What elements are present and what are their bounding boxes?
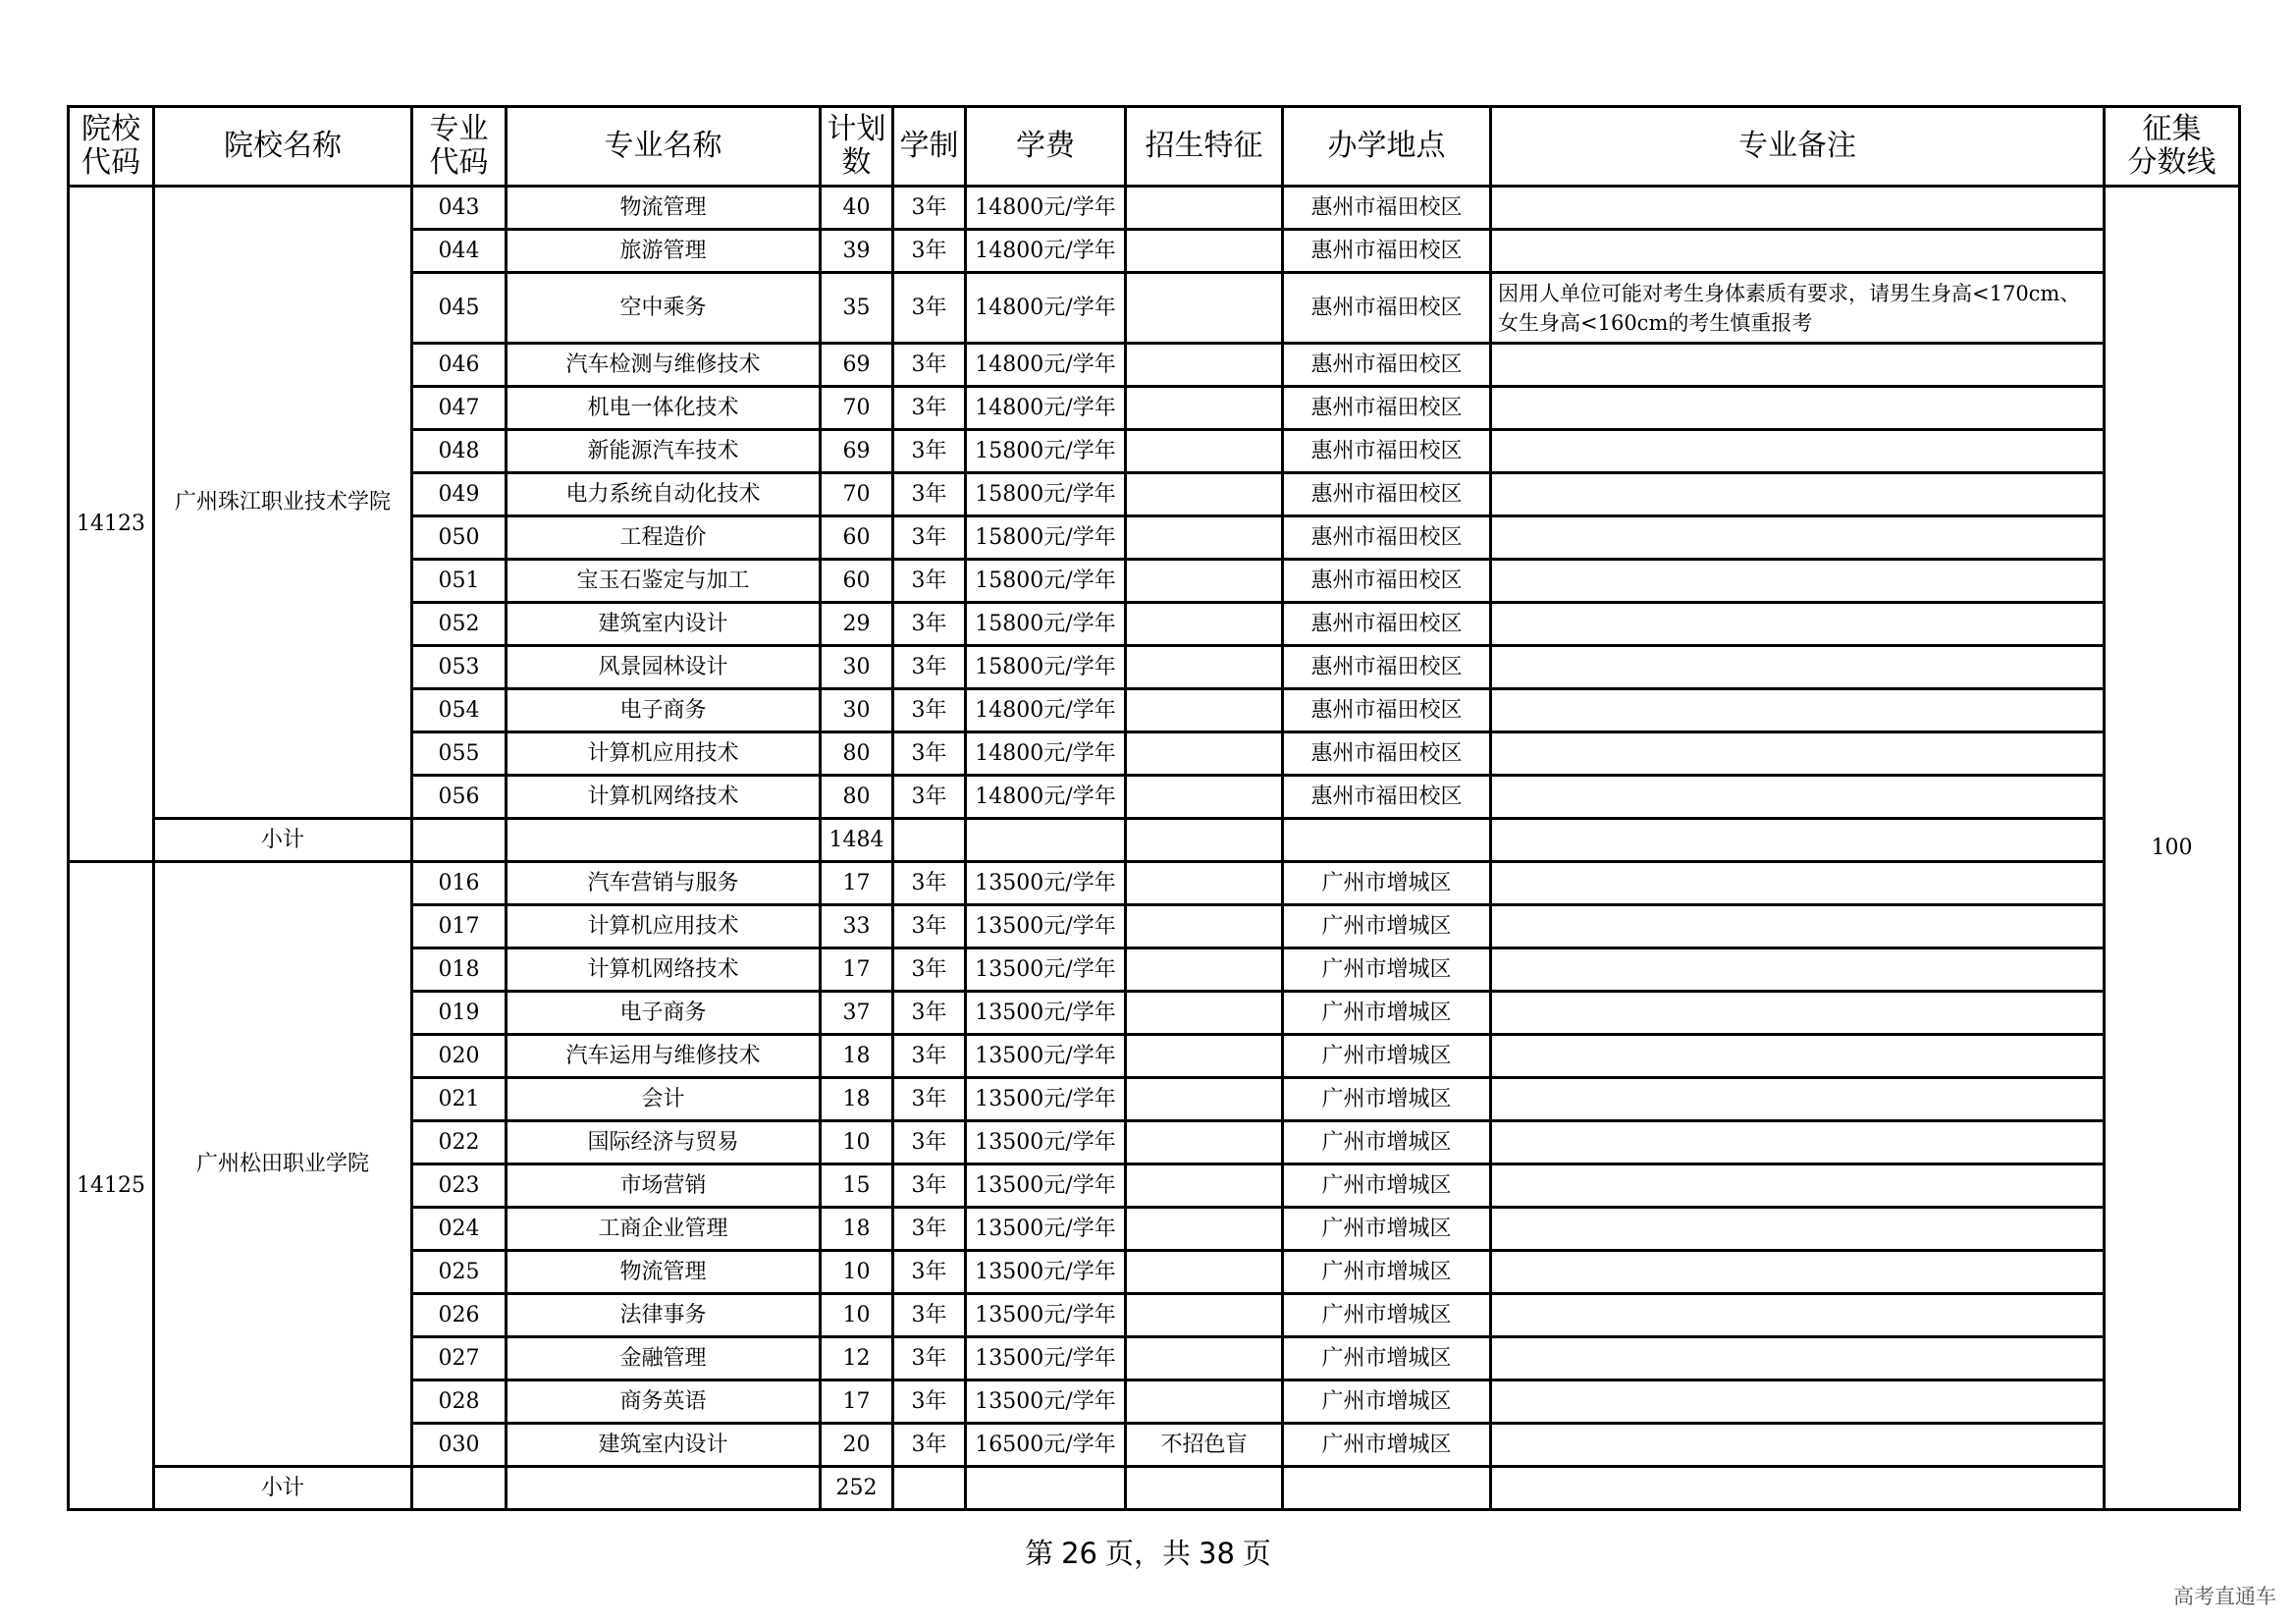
plan-count-cell: 10 bbox=[821, 1294, 893, 1337]
tuition-cell: 13500元/学年 bbox=[966, 948, 1126, 992]
major-code-cell: 020 bbox=[412, 1035, 507, 1078]
duration-cell: 3年 bbox=[893, 1035, 966, 1078]
empty-cell bbox=[1491, 819, 2105, 862]
empty-cell bbox=[412, 1467, 507, 1510]
empty-cell bbox=[507, 1467, 821, 1510]
major-name-cell: 计算机网络技术 bbox=[507, 776, 821, 819]
duration-cell: 3年 bbox=[893, 1078, 966, 1121]
tuition-cell: 13500元/学年 bbox=[966, 992, 1126, 1035]
admission-feature-cell bbox=[1126, 516, 1283, 560]
major-name-cell: 计算机网络技术 bbox=[507, 948, 821, 992]
plan-count-cell: 35 bbox=[821, 273, 893, 344]
plan-count-cell: 15 bbox=[821, 1164, 893, 1208]
major-note-header: 专业备注 bbox=[1491, 107, 2105, 187]
duration-cell: 3年 bbox=[893, 689, 966, 732]
tuition-cell: 13500元/学年 bbox=[966, 1078, 1126, 1121]
campus-location-cell: 广州市增城区 bbox=[1283, 1121, 1491, 1164]
plan-count-cell: 30 bbox=[821, 689, 893, 732]
major-code-cell: 048 bbox=[412, 430, 507, 473]
major-name-cell: 会计 bbox=[507, 1078, 821, 1121]
table-header-row bbox=[69, 107, 2240, 187]
major-code-cell: 056 bbox=[412, 776, 507, 819]
major-note-cell: 因用人单位可能对考生身体素质有要求，请男生身高<170cm、女生身高<160cm的考生慎重报考 bbox=[1491, 273, 2105, 344]
major-name-cell: 电力系统自动化技术 bbox=[507, 473, 821, 516]
admission-feature-cell bbox=[1126, 948, 1283, 992]
major-note-cell bbox=[1491, 516, 2105, 560]
empty-cell bbox=[966, 1467, 1126, 1510]
plan-count-cell: 80 bbox=[821, 776, 893, 819]
school-name-cell: 广州珠江职业技术学院 bbox=[154, 187, 412, 819]
campus-location-cell: 广州市增城区 bbox=[1283, 948, 1491, 992]
campus-location-cell: 广州市增城区 bbox=[1283, 1337, 1491, 1380]
campus-location-cell: 广州市增城区 bbox=[1283, 905, 1491, 948]
subtotal-label-cell: 小计 bbox=[154, 819, 412, 862]
campus-location-cell: 惠州市福田校区 bbox=[1283, 430, 1491, 473]
tuition-header: 学费 bbox=[966, 107, 1126, 187]
plan-count-cell: 10 bbox=[821, 1251, 893, 1294]
empty-cell bbox=[893, 819, 966, 862]
tuition-cell: 13500元/学年 bbox=[966, 1121, 1126, 1164]
duration-cell: 3年 bbox=[893, 1424, 966, 1467]
watermark-text: 高考直通车 bbox=[2173, 1585, 2276, 1608]
major-code-cell: 047 bbox=[412, 387, 507, 430]
major-note-cell bbox=[1491, 732, 2105, 776]
admission-feature-cell bbox=[1126, 344, 1283, 387]
tuition-cell: 14800元/学年 bbox=[966, 776, 1126, 819]
empty-cell bbox=[507, 819, 821, 862]
admission-feature-cell bbox=[1126, 776, 1283, 819]
major-code-cell: 027 bbox=[412, 1337, 507, 1380]
tuition-cell: 13500元/学年 bbox=[966, 905, 1126, 948]
admission-feature-cell bbox=[1126, 387, 1283, 430]
major-name-cell: 法律事务 bbox=[507, 1294, 821, 1337]
page-suffix: 页 bbox=[1242, 1537, 1271, 1570]
table-row bbox=[69, 187, 2240, 230]
major-code-cell: 055 bbox=[412, 732, 507, 776]
major-note-cell bbox=[1491, 430, 2105, 473]
plan-count-cell: 17 bbox=[821, 862, 893, 905]
duration-cell: 3年 bbox=[893, 187, 966, 230]
duration-header: 学制 bbox=[893, 107, 966, 187]
duration-cell: 3年 bbox=[893, 905, 966, 948]
admission-feature-cell bbox=[1126, 1294, 1283, 1337]
empty-cell bbox=[1126, 1467, 1283, 1510]
tuition-cell: 14800元/学年 bbox=[966, 732, 1126, 776]
cutoff-score-header: 征集 分数线 bbox=[2105, 107, 2240, 187]
tuition-cell: 14800元/学年 bbox=[966, 187, 1126, 230]
admission-feature-cell bbox=[1126, 1208, 1283, 1251]
enrollment-table bbox=[67, 105, 2241, 1511]
admission-feature-cell bbox=[1126, 1380, 1283, 1424]
major-note-cell bbox=[1491, 1121, 2105, 1164]
major-name-cell: 机电一体化技术 bbox=[507, 387, 821, 430]
major-name-cell: 风景园林设计 bbox=[507, 646, 821, 689]
duration-cell: 3年 bbox=[893, 1208, 966, 1251]
subtotal-plan-cell: 252 bbox=[821, 1467, 893, 1510]
empty-cell bbox=[966, 819, 1126, 862]
major-note-cell bbox=[1491, 1164, 2105, 1208]
major-note-cell bbox=[1491, 1294, 2105, 1337]
page-footer bbox=[0, 1532, 2296, 1572]
campus-location-cell: 惠州市福田校区 bbox=[1283, 776, 1491, 819]
admission-feature-cell bbox=[1126, 273, 1283, 344]
major-note-cell bbox=[1491, 187, 2105, 230]
plan-count-cell: 17 bbox=[821, 948, 893, 992]
major-name-cell: 汽车检测与维修技术 bbox=[507, 344, 821, 387]
campus-location-cell: 惠州市福田校区 bbox=[1283, 560, 1491, 603]
plan-count-cell: 18 bbox=[821, 1035, 893, 1078]
tuition-cell: 15800元/学年 bbox=[966, 560, 1126, 603]
major-code-cell: 023 bbox=[412, 1164, 507, 1208]
tuition-cell: 13500元/学年 bbox=[966, 1251, 1126, 1294]
duration-cell: 3年 bbox=[893, 1337, 966, 1380]
tuition-cell: 13500元/学年 bbox=[966, 1208, 1126, 1251]
empty-cell bbox=[412, 819, 507, 862]
campus-location-cell: 惠州市福田校区 bbox=[1283, 387, 1491, 430]
plan-count-cell: 60 bbox=[821, 516, 893, 560]
major-name-cell: 工程造价 bbox=[507, 516, 821, 560]
school-code-cell: 14123 bbox=[69, 187, 154, 862]
plan-count-cell: 70 bbox=[821, 473, 893, 516]
duration-cell: 3年 bbox=[893, 430, 966, 473]
campus-location-cell: 广州市增城区 bbox=[1283, 1035, 1491, 1078]
plan-count-cell: 29 bbox=[821, 603, 893, 646]
admission-feature-cell: 不招色盲 bbox=[1126, 1424, 1283, 1467]
major-name-cell: 新能源汽车技术 bbox=[507, 430, 821, 473]
major-note-cell bbox=[1491, 473, 2105, 516]
major-note-cell bbox=[1491, 905, 2105, 948]
major-code-cell: 054 bbox=[412, 689, 507, 732]
major-note-cell bbox=[1491, 646, 2105, 689]
duration-cell: 3年 bbox=[893, 603, 966, 646]
major-name-cell: 计算机应用技术 bbox=[507, 732, 821, 776]
school-name-header: 院校名称 bbox=[154, 107, 412, 187]
major-note-cell bbox=[1491, 560, 2105, 603]
tuition-cell: 14800元/学年 bbox=[966, 387, 1126, 430]
campus-location-cell: 惠州市福田校区 bbox=[1283, 344, 1491, 387]
major-code-cell: 046 bbox=[412, 344, 507, 387]
plan-count-cell: 12 bbox=[821, 1337, 893, 1380]
campus-location-cell: 广州市增城区 bbox=[1283, 862, 1491, 905]
empty-cell bbox=[1126, 819, 1283, 862]
duration-cell: 3年 bbox=[893, 230, 966, 273]
campus-location-cell: 惠州市福田校区 bbox=[1283, 187, 1491, 230]
plan-count-cell: 10 bbox=[821, 1121, 893, 1164]
cutoff-score-cell: 100 bbox=[2105, 187, 2240, 1510]
admission-feature-cell bbox=[1126, 1078, 1283, 1121]
subtotal-row bbox=[69, 1467, 2240, 1510]
school-name-cell: 广州松田职业学院 bbox=[154, 862, 412, 1467]
campus-location-cell: 惠州市福田校区 bbox=[1283, 646, 1491, 689]
major-note-cell bbox=[1491, 992, 2105, 1035]
major-name-cell: 国际经济与贸易 bbox=[507, 1121, 821, 1164]
major-code-header: 专业 代码 bbox=[412, 107, 507, 187]
plan-count-cell: 30 bbox=[821, 646, 893, 689]
admission-feature-cell bbox=[1126, 1035, 1283, 1078]
major-note-cell bbox=[1491, 1424, 2105, 1467]
tuition-cell: 13500元/学年 bbox=[966, 1164, 1126, 1208]
major-name-cell: 计算机应用技术 bbox=[507, 905, 821, 948]
admission-feature-header: 招生特征 bbox=[1126, 107, 1283, 187]
duration-cell: 3年 bbox=[893, 732, 966, 776]
duration-cell: 3年 bbox=[893, 992, 966, 1035]
major-name-cell: 汽车营销与服务 bbox=[507, 862, 821, 905]
major-name-header: 专业名称 bbox=[507, 107, 821, 187]
admission-feature-cell bbox=[1126, 1337, 1283, 1380]
admission-feature-cell bbox=[1126, 1121, 1283, 1164]
major-note-cell bbox=[1491, 1078, 2105, 1121]
duration-cell: 3年 bbox=[893, 344, 966, 387]
plan-count-cell: 33 bbox=[821, 905, 893, 948]
major-code-cell: 043 bbox=[412, 187, 507, 230]
major-note-cell bbox=[1491, 1380, 2105, 1424]
major-note-cell bbox=[1491, 776, 2105, 819]
major-code-cell: 022 bbox=[412, 1121, 507, 1164]
major-name-cell: 物流管理 bbox=[507, 187, 821, 230]
major-name-cell: 金融管理 bbox=[507, 1337, 821, 1380]
campus-location-cell: 广州市增城区 bbox=[1283, 1380, 1491, 1424]
major-note-cell bbox=[1491, 344, 2105, 387]
empty-cell bbox=[893, 1467, 966, 1510]
duration-cell: 3年 bbox=[893, 948, 966, 992]
major-name-cell: 物流管理 bbox=[507, 1251, 821, 1294]
major-name-cell: 汽车运用与维修技术 bbox=[507, 1035, 821, 1078]
major-note-cell bbox=[1491, 1035, 2105, 1078]
tuition-cell: 14800元/学年 bbox=[966, 273, 1126, 344]
admission-feature-cell bbox=[1126, 1164, 1283, 1208]
duration-cell: 3年 bbox=[893, 1294, 966, 1337]
plan-count-cell: 69 bbox=[821, 430, 893, 473]
major-code-cell: 017 bbox=[412, 905, 507, 948]
page-middle-text: 页，共 bbox=[1104, 1537, 1191, 1570]
major-name-cell: 商务英语 bbox=[507, 1380, 821, 1424]
tuition-cell: 16500元/学年 bbox=[966, 1424, 1126, 1467]
table-row bbox=[69, 862, 2240, 905]
campus-location-cell: 惠州市福田校区 bbox=[1283, 732, 1491, 776]
major-name-cell: 建筑室内设计 bbox=[507, 603, 821, 646]
major-code-cell: 016 bbox=[412, 862, 507, 905]
duration-cell: 3年 bbox=[893, 776, 966, 819]
school-code-header: 院校 代码 bbox=[69, 107, 154, 187]
subtotal-label-cell: 小计 bbox=[154, 1467, 412, 1510]
tuition-cell: 13500元/学年 bbox=[966, 1337, 1126, 1380]
major-name-cell: 宝玉石鉴定与加工 bbox=[507, 560, 821, 603]
tuition-cell: 14800元/学年 bbox=[966, 689, 1126, 732]
campus-location-cell: 惠州市福田校区 bbox=[1283, 603, 1491, 646]
plan-count-cell: 37 bbox=[821, 992, 893, 1035]
major-code-cell: 024 bbox=[412, 1208, 507, 1251]
major-note-cell bbox=[1491, 862, 2105, 905]
plan-count-cell: 39 bbox=[821, 230, 893, 273]
tuition-cell: 14800元/学年 bbox=[966, 230, 1126, 273]
major-code-cell: 021 bbox=[412, 1078, 507, 1121]
subtotal-plan-cell: 1484 bbox=[821, 819, 893, 862]
major-note-cell bbox=[1491, 1208, 2105, 1251]
major-note-cell bbox=[1491, 387, 2105, 430]
major-note-cell bbox=[1491, 603, 2105, 646]
plan-count-cell: 60 bbox=[821, 560, 893, 603]
admission-feature-cell bbox=[1126, 862, 1283, 905]
major-name-cell: 工商企业管理 bbox=[507, 1208, 821, 1251]
tuition-cell: 13500元/学年 bbox=[966, 1035, 1126, 1078]
duration-cell: 3年 bbox=[893, 1380, 966, 1424]
duration-cell: 3年 bbox=[893, 473, 966, 516]
campus-location-header: 办学地点 bbox=[1283, 107, 1491, 187]
major-code-cell: 025 bbox=[412, 1251, 507, 1294]
duration-cell: 3年 bbox=[893, 646, 966, 689]
admission-feature-cell bbox=[1126, 905, 1283, 948]
subtotal-row bbox=[69, 819, 2240, 862]
admission-feature-cell bbox=[1126, 689, 1283, 732]
empty-cell bbox=[1283, 819, 1491, 862]
plan-count-cell: 70 bbox=[821, 387, 893, 430]
major-note-cell bbox=[1491, 689, 2105, 732]
major-code-cell: 053 bbox=[412, 646, 507, 689]
major-code-cell: 028 bbox=[412, 1380, 507, 1424]
plan-count-cell: 18 bbox=[821, 1078, 893, 1121]
plan-count-cell: 20 bbox=[821, 1424, 893, 1467]
school-code-cell: 14125 bbox=[69, 862, 154, 1510]
admission-feature-cell bbox=[1126, 646, 1283, 689]
major-code-cell: 052 bbox=[412, 603, 507, 646]
tuition-cell: 13500元/学年 bbox=[966, 1380, 1126, 1424]
duration-cell: 3年 bbox=[893, 1121, 966, 1164]
tuition-cell: 14800元/学年 bbox=[966, 344, 1126, 387]
major-name-cell: 市场营销 bbox=[507, 1164, 821, 1208]
campus-location-cell: 广州市增城区 bbox=[1283, 1251, 1491, 1294]
plan-count-cell: 80 bbox=[821, 732, 893, 776]
tuition-cell: 15800元/学年 bbox=[966, 603, 1126, 646]
major-name-cell: 建筑室内设计 bbox=[507, 1424, 821, 1467]
major-note-cell bbox=[1491, 230, 2105, 273]
current-page-number: 26 bbox=[1061, 1537, 1097, 1570]
major-note-cell bbox=[1491, 1251, 2105, 1294]
duration-cell: 3年 bbox=[893, 560, 966, 603]
admission-feature-cell bbox=[1126, 560, 1283, 603]
major-code-cell: 018 bbox=[412, 948, 507, 992]
plan-count-cell: 40 bbox=[821, 187, 893, 230]
page-prefix: 第 bbox=[1025, 1537, 1054, 1570]
empty-cell bbox=[1491, 1467, 2105, 1510]
admission-feature-cell bbox=[1126, 1251, 1283, 1294]
plan-count-cell: 17 bbox=[821, 1380, 893, 1424]
major-code-cell: 019 bbox=[412, 992, 507, 1035]
campus-location-cell: 广州市增城区 bbox=[1283, 1424, 1491, 1467]
duration-cell: 3年 bbox=[893, 1164, 966, 1208]
campus-location-cell: 惠州市福田校区 bbox=[1283, 473, 1491, 516]
campus-location-cell: 惠州市福田校区 bbox=[1283, 273, 1491, 344]
duration-cell: 3年 bbox=[893, 387, 966, 430]
major-code-cell: 049 bbox=[412, 473, 507, 516]
major-code-cell: 030 bbox=[412, 1424, 507, 1467]
tuition-cell: 13500元/学年 bbox=[966, 1294, 1126, 1337]
major-name-cell: 电子商务 bbox=[507, 689, 821, 732]
admission-feature-cell bbox=[1126, 603, 1283, 646]
campus-location-cell: 广州市增城区 bbox=[1283, 1164, 1491, 1208]
plan-count-header: 计划 数 bbox=[821, 107, 893, 187]
total-page-number: 38 bbox=[1199, 1537, 1235, 1570]
duration-cell: 3年 bbox=[893, 1251, 966, 1294]
tuition-cell: 15800元/学年 bbox=[966, 430, 1126, 473]
campus-location-cell: 惠州市福田校区 bbox=[1283, 230, 1491, 273]
campus-location-cell: 广州市增城区 bbox=[1283, 992, 1491, 1035]
plan-count-cell: 18 bbox=[821, 1208, 893, 1251]
duration-cell: 3年 bbox=[893, 862, 966, 905]
empty-cell bbox=[1283, 1467, 1491, 1510]
admission-feature-cell bbox=[1126, 430, 1283, 473]
campus-location-cell: 惠州市福田校区 bbox=[1283, 689, 1491, 732]
major-name-cell: 旅游管理 bbox=[507, 230, 821, 273]
table-body bbox=[69, 187, 2240, 1510]
major-note-cell bbox=[1491, 948, 2105, 992]
major-code-cell: 045 bbox=[412, 273, 507, 344]
tuition-cell: 15800元/学年 bbox=[966, 646, 1126, 689]
major-name-cell: 空中乘务 bbox=[507, 273, 821, 344]
campus-location-cell: 惠州市福田校区 bbox=[1283, 516, 1491, 560]
tuition-cell: 15800元/学年 bbox=[966, 473, 1126, 516]
tuition-cell: 15800元/学年 bbox=[966, 516, 1126, 560]
major-code-cell: 026 bbox=[412, 1294, 507, 1337]
admission-feature-cell bbox=[1126, 187, 1283, 230]
admission-feature-cell bbox=[1126, 230, 1283, 273]
major-code-cell: 044 bbox=[412, 230, 507, 273]
major-name-cell: 电子商务 bbox=[507, 992, 821, 1035]
plan-count-cell: 69 bbox=[821, 344, 893, 387]
major-note-cell bbox=[1491, 1337, 2105, 1380]
duration-cell: 3年 bbox=[893, 516, 966, 560]
campus-location-cell: 广州市增城区 bbox=[1283, 1208, 1491, 1251]
admission-feature-cell bbox=[1126, 732, 1283, 776]
major-code-cell: 051 bbox=[412, 560, 507, 603]
campus-location-cell: 广州市增城区 bbox=[1283, 1294, 1491, 1337]
campus-location-cell: 广州市增城区 bbox=[1283, 1078, 1491, 1121]
duration-cell: 3年 bbox=[893, 273, 966, 344]
admission-feature-cell bbox=[1126, 992, 1283, 1035]
tuition-cell: 13500元/学年 bbox=[966, 862, 1126, 905]
major-code-cell: 050 bbox=[412, 516, 507, 560]
admission-feature-cell bbox=[1126, 473, 1283, 516]
